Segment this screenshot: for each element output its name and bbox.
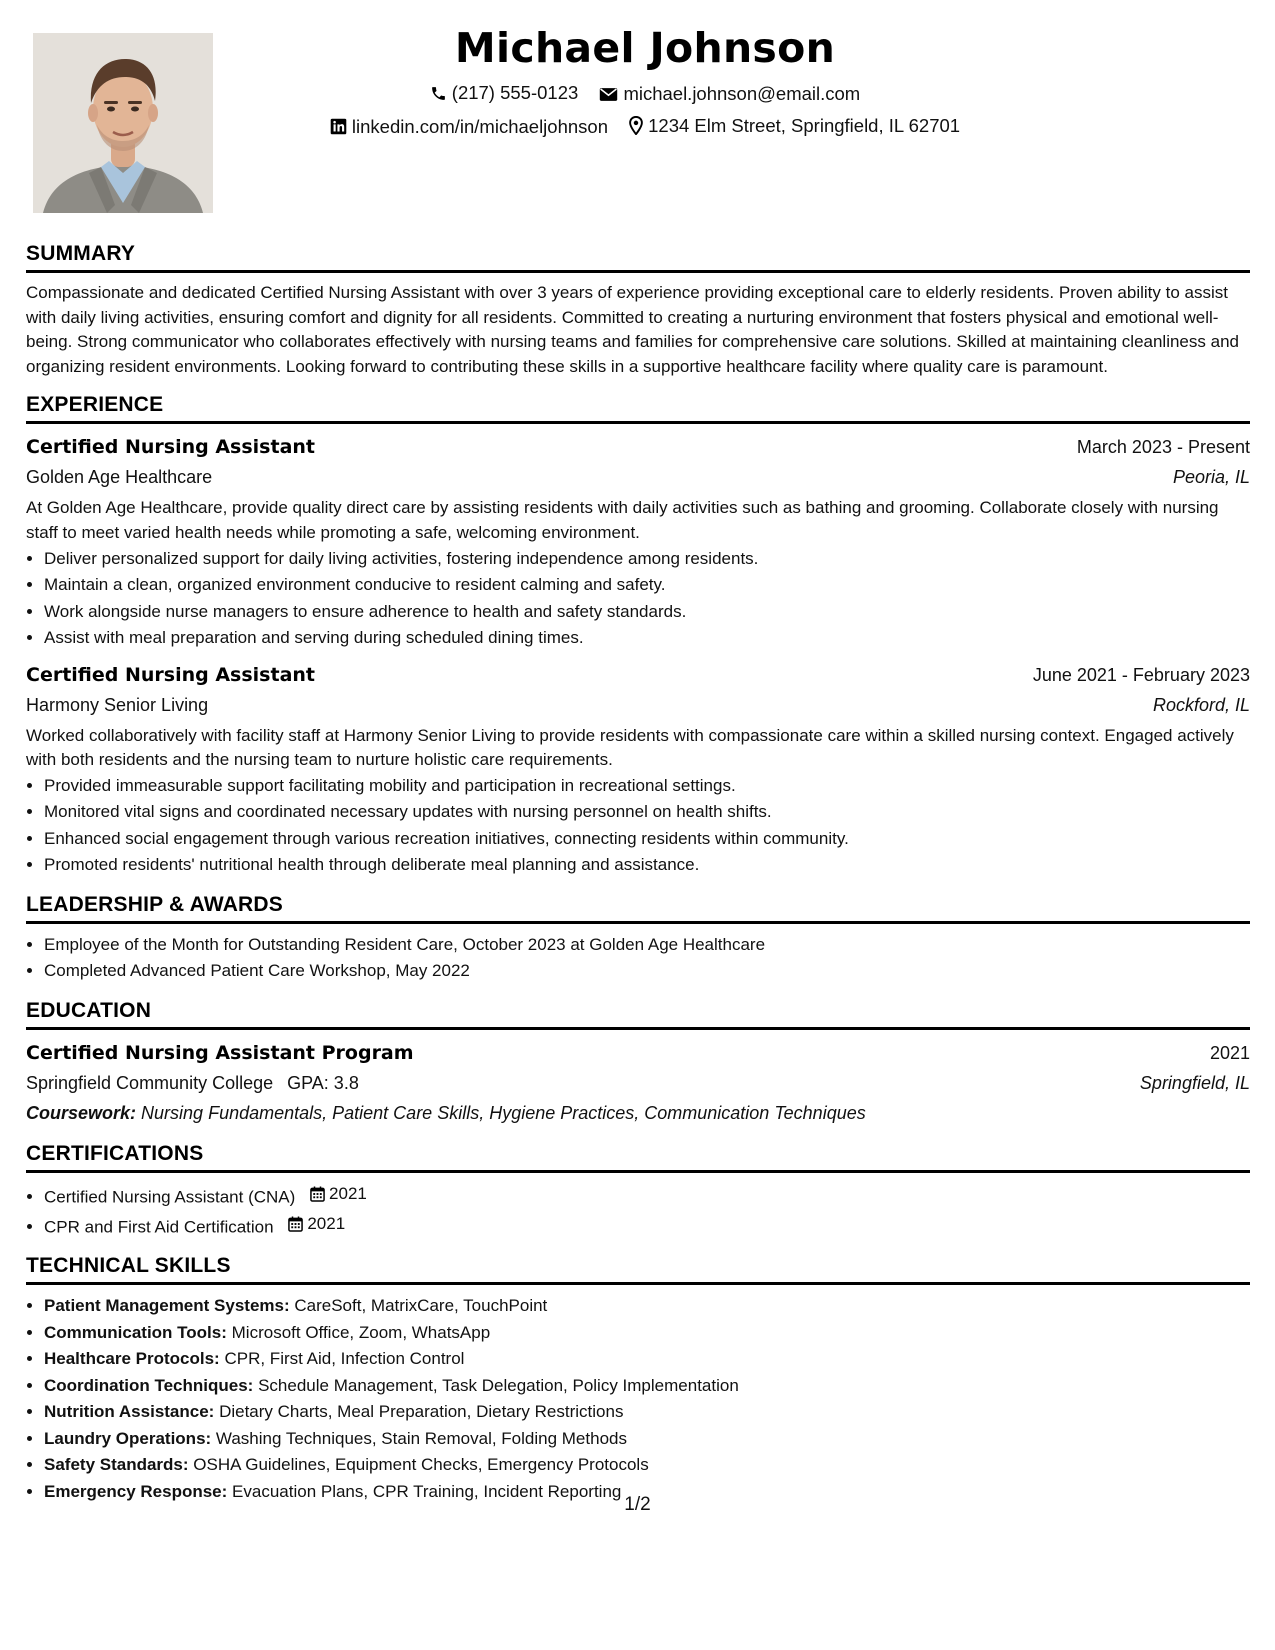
skill-category: Communication Tools: — [44, 1322, 227, 1342]
street-address: 1234 Elm Street, Springfield, IL 62701 — [648, 114, 961, 136]
skill-category: Healthcare Protocols: — [44, 1349, 220, 1369]
job-location: Peoria, IL — [1172, 467, 1250, 488]
skill-category: Safety Standards: — [44, 1455, 189, 1475]
linkedin-url[interactable]: linkedin.com/in/michaeljohnson — [351, 115, 608, 137]
address-contact — [629, 111, 960, 141]
program-name: Certified Nursing Assistant Program — [26, 1041, 414, 1064]
list-item: • Provided immeasurable support facilitating mobility and participation in recreational settings. — [44, 773, 1250, 800]
candidate-name: Michael Johnson — [454, 24, 836, 72]
page-number: 1/2 — [624, 1494, 651, 1515]
summary-section — [26, 242, 1250, 379]
skills-heading: TECHNICAL SKILLS — [26, 1254, 1250, 1285]
education-header-row — [26, 1038, 1250, 1068]
certifications-section — [26, 1142, 1250, 1241]
list-item — [44, 1452, 1250, 1479]
skill-category: Coordination Techniques: — [44, 1375, 254, 1395]
phone-number: (217) 555-0123 — [451, 82, 579, 103]
resume-header — [230, 20, 1060, 144]
phone-contact — [430, 78, 579, 108]
skill-category: Emergency Response: — [44, 1481, 228, 1501]
job-org-row — [26, 690, 1250, 720]
skills-section — [26, 1254, 1250, 1505]
list-item — [44, 1211, 1250, 1241]
list-item: • Monitored vital signs and coordinated necessary updates with nursing personnel on health shifts. — [44, 799, 1250, 826]
skill-category: Laundry Operations: — [44, 1428, 212, 1448]
calendar-icon — [288, 1216, 303, 1232]
certification-year: 2021 — [307, 1213, 346, 1233]
job-dates: March 2023 - Present — [1076, 437, 1250, 458]
list-item — [44, 1346, 1250, 1373]
list-item — [44, 1373, 1250, 1400]
awards-list — [26, 932, 1250, 985]
skill-values: CareSoft, MatrixCare, TouchPoint — [294, 1296, 548, 1316]
job-org-row — [26, 462, 1250, 492]
skills-list — [26, 1293, 1250, 1505]
skill-category: Patient Management Systems: — [44, 1296, 290, 1316]
certification-name: CPR and First Aid Certification — [44, 1216, 274, 1236]
school-info — [26, 1068, 359, 1098]
coursework-label: Coursework: — [26, 1102, 137, 1123]
certifications-list — [26, 1181, 1250, 1241]
job-bullets — [26, 773, 1250, 879]
phone-icon — [430, 85, 447, 102]
list-item: • Completed Advanced Patient Care Workshop, May 2022 — [44, 958, 1250, 985]
linkedin-contact[interactable] — [330, 112, 608, 142]
list-item — [44, 1293, 1250, 1320]
education-school-row — [26, 1068, 1250, 1098]
resume-body — [26, 242, 1250, 1519]
contact-row-1 — [230, 78, 1060, 111]
school-name: Springfield Community College — [26, 1072, 274, 1093]
certification-name: Certified Nursing Assistant (CNA) — [44, 1187, 296, 1206]
list-item: • Maintain a clean, organized environment conducive to resident calming and safety. — [44, 572, 1250, 599]
skill-category: Nutrition Assistance: — [44, 1402, 215, 1422]
list-item: • Employee of the Month for Outstanding Resident Care, October 2023 at Golden Age Healthcare — [44, 932, 1250, 959]
skill-values: OSHA Guidelines, Equipment Checks, Emergency Protocols — [193, 1455, 649, 1475]
job-location: Rockford, IL — [1152, 694, 1250, 715]
calendar-icon — [310, 1186, 325, 1202]
certification-year: 2021 — [329, 1183, 367, 1203]
email-address[interactable]: michael.johnson@email.com — [623, 83, 861, 104]
skill-values: Dietary Charts, Meal Preparation, Dietary Restrictions — [219, 1402, 624, 1422]
job-bullets — [26, 546, 1250, 652]
job-entry — [26, 432, 1250, 651]
skill-values: CPR, First Aid, Infection Control — [224, 1349, 465, 1369]
skill-values: Schedule Management, Task Delegation, Policy Implementation — [258, 1375, 739, 1395]
skill-values: Evacuation Plans, CPR Training, Incident Reporting — [232, 1481, 622, 1501]
coursework — [26, 1098, 1250, 1128]
education-heading: EDUCATION — [26, 999, 1250, 1030]
list-item: • Work alongside nurse managers to ensure adherence to health and safety standards. — [44, 599, 1250, 626]
graduation-year: 2021 — [1209, 1042, 1250, 1063]
list-item — [44, 1399, 1250, 1426]
portrait-illustration — [33, 33, 213, 213]
list-item — [44, 1320, 1250, 1347]
school-location: Springfield, IL — [1139, 1072, 1250, 1093]
job-description: At Golden Age Healthcare, provide quality direct care by assisting residents with daily activities such as bathing and grooming. Collaborate closely with nursing staff to meet varied health needs while promoting a safe, welcoming environment. — [26, 498, 1219, 542]
profile-photo — [33, 33, 213, 213]
job-employer: Golden Age Healthcare — [26, 467, 213, 488]
education-section — [26, 999, 1250, 1128]
job-header-row — [26, 660, 1250, 690]
envelope-icon — [599, 87, 618, 102]
experience-heading: EXPERIENCE — [26, 393, 1250, 424]
skill-values: Washing Techniques, Stain Removal, Folding Methods — [215, 1428, 627, 1448]
summary-text: Compassionate and dedicated Certified Nursing Assistant with over 3 years of experience providing exceptional care to elderly residents. Proven ability to assist with daily living activities, ensuring comfort and dignity for all residents. Committed to creating a nurturing environment that fosters physical and emotional well-being. Strong communicator who collaborates effectively with nursing teams and families for comprehensive care solutions. Skilled at maintaining cleanliness and organizing resident environments. Looking forward to contributing these skills in a supportive healthcare facility where quality care is paramount. — [26, 283, 1239, 376]
linkedin-icon — [330, 118, 347, 135]
certification-date — [310, 1181, 367, 1208]
skill-values: Microsoft Office, Zoom, WhatsApp — [231, 1322, 491, 1342]
job-header-row — [26, 432, 1250, 462]
job-title: Certified Nursing Assistant — [26, 663, 315, 686]
job-description: Worked collaboratively with facility staff at Harmony Senior Living to provide residents with compassionate care within a skilled nursing context. Engaged actively with both residents and the nursing team to nurture holistic care requirements. — [26, 725, 1234, 770]
list-item — [44, 1181, 1250, 1211]
list-item: • Deliver personalized support for daily living activities, fostering independence among residents. — [44, 546, 1250, 573]
job-employer: Harmony Senior Living — [26, 694, 209, 715]
map-pin-icon — [629, 116, 643, 135]
certifications-heading: CERTIFICATIONS — [26, 1142, 1250, 1173]
summary-heading: SUMMARY — [26, 242, 1250, 273]
job-title: Certified Nursing Assistant — [26, 436, 315, 459]
email-contact[interactable] — [599, 79, 860, 109]
contact-row-2 — [230, 111, 1060, 145]
leadership-section — [26, 893, 1250, 985]
experience-section — [26, 393, 1250, 878]
coursework-list: Nursing Fundamentals, Patient Care Skills, Hygiene Practices, Communication Techniques — [141, 1102, 866, 1123]
list-item: • Enhanced social engagement through various recreation initiatives, connecting residents within community. — [44, 826, 1250, 853]
leadership-heading: LEADERSHIP & AWARDS — [26, 893, 1250, 924]
gpa: GPA: 3.8 — [287, 1072, 359, 1093]
list-item — [44, 1426, 1250, 1453]
list-item: • Promoted residents' nutritional health through deliberate meal planning and assistance. — [44, 852, 1250, 879]
certification-date — [288, 1211, 345, 1238]
job-entry — [26, 660, 1250, 879]
job-dates: June 2021 - February 2023 — [1032, 664, 1250, 685]
list-item: • Assist with meal preparation and serving during scheduled dining times. — [44, 625, 1250, 652]
